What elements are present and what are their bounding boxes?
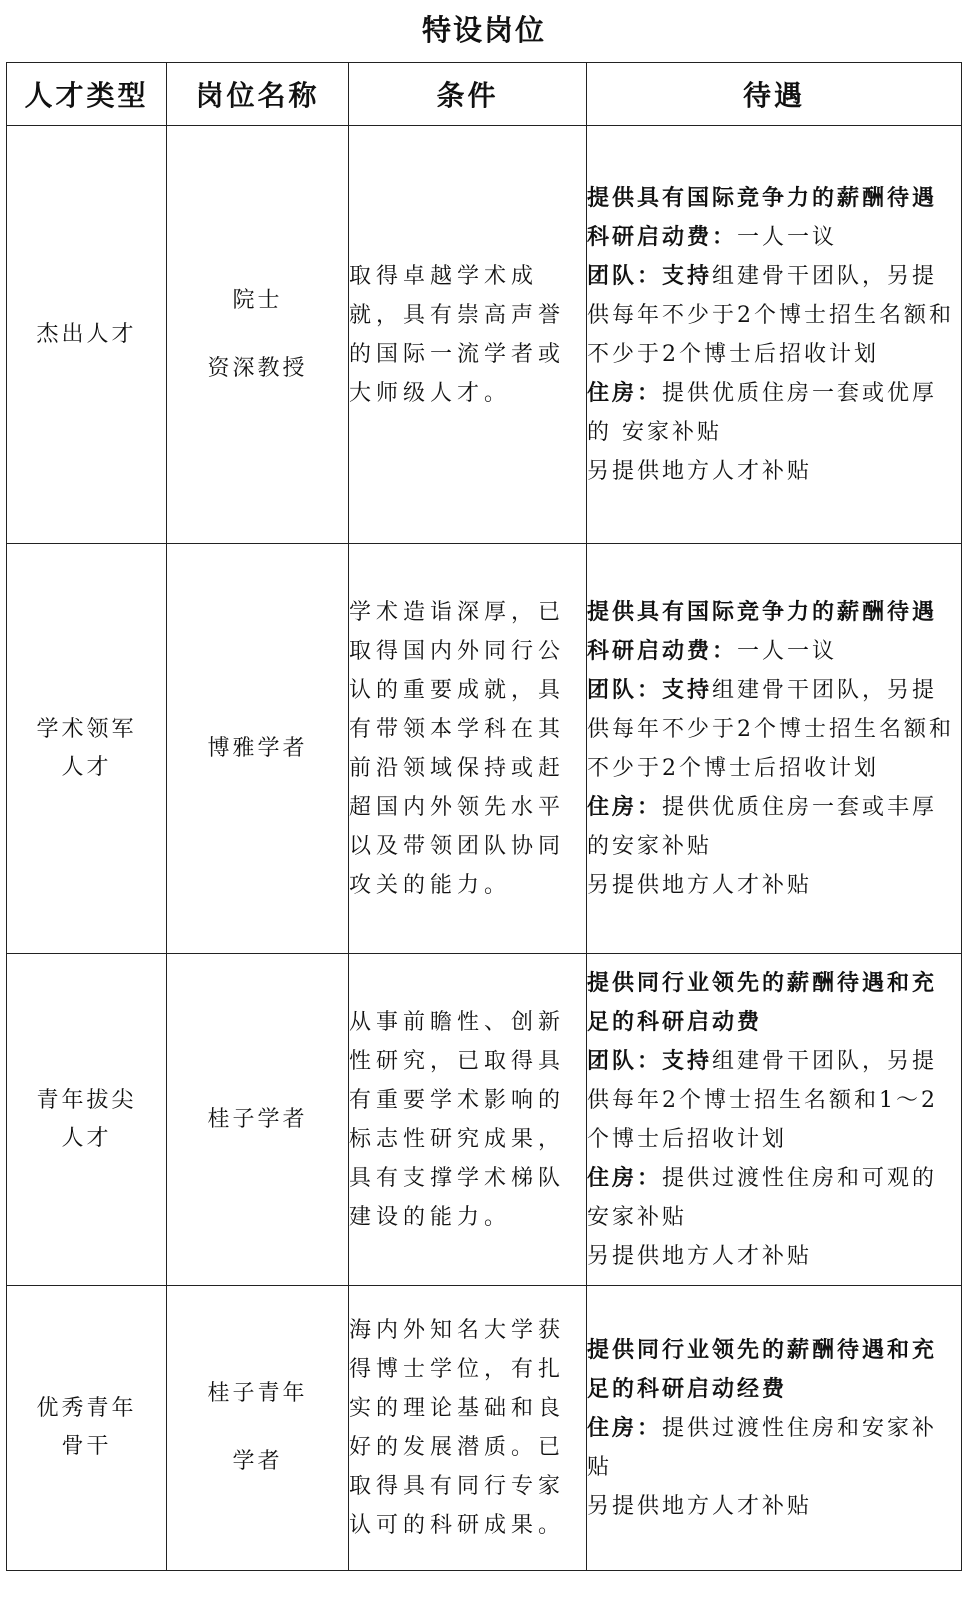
local-subsidy-text: 另提供地方人才补贴 <box>587 1493 813 1519</box>
team-line <box>587 1042 961 1159</box>
position-name-line: 桂子学者 <box>207 1106 308 1132</box>
benefits-cell <box>587 126 962 544</box>
benefits-cell <box>587 954 962 1286</box>
startup-fund-value: 一人一议 <box>737 224 838 250</box>
talent-type-cell: 杰出人才 <box>7 126 167 544</box>
position-name-line: 桂子青年 <box>207 1381 308 1406</box>
team-support: 支持 <box>662 1047 713 1074</box>
position-name-cell <box>167 544 349 954</box>
table-row <box>7 954 962 1286</box>
position-name-cell <box>167 1286 349 1571</box>
team-label: 团队： <box>587 1047 663 1074</box>
team-text: 组建骨干团队，另提供每年不少于2个博士招生名额和不少于2个博士后招收计划 <box>587 263 954 367</box>
salary-text: 提供具有国际竞争力的薪酬待遇 <box>587 598 938 625</box>
header-talent-type: 人才类型 <box>7 63 167 126</box>
position-name-cell <box>167 126 349 544</box>
position-name-line: 院士 <box>232 287 283 313</box>
housing-line <box>587 374 961 452</box>
team-support: 支持 <box>662 262 713 289</box>
startup-fund-line <box>587 632 961 671</box>
salary-text: 提供同行业领先的薪酬待遇和充足的科研启动经费 <box>587 1336 938 1402</box>
header-conditions: 条件 <box>349 63 587 126</box>
conditions-cell: 从事前瞻性、创新性研究，已取得具有重要学术影响的标志性研究成果，具有支撑学术梯队建设的能力。 <box>349 954 587 1286</box>
housing-text: 提供过渡性住房和可观的安家补贴 <box>587 1165 938 1230</box>
team-support: 支持 <box>662 676 713 703</box>
housing-text: 提供优质住房一套或优厚的 安家补贴 <box>587 380 938 445</box>
document-title: 特设岗位 <box>421 13 546 47</box>
position-name-line: 资深教授 <box>207 355 308 381</box>
table-row <box>7 544 962 954</box>
header-position-name: 岗位名称 <box>167 63 349 126</box>
housing-label: 住房： <box>587 793 663 820</box>
housing-line <box>587 1409 961 1487</box>
position-name-line: 学者 <box>232 1449 283 1474</box>
talent-type-cell: 学术领军人才 <box>7 544 167 954</box>
team-label: 团队： <box>587 676 663 703</box>
local-subsidy-text: 另提供地方人才补贴 <box>587 872 813 898</box>
salary-text: 提供同行业领先的薪酬待遇和充足的科研启动费 <box>587 969 938 1035</box>
housing-label: 住房： <box>587 1414 663 1441</box>
talent-type-cell: 青年拔尖人才 <box>7 954 167 1286</box>
conditions-cell: 学术造诣深厚，已取得国内外同行公认的重要成就，具有带领本学科在其前沿领域保持或赶超国内外领先水平以及带领团队协同攻关的能力。 <box>349 544 587 954</box>
position-name-cell <box>167 954 349 1286</box>
conditions-cell: 取得卓越学术成就，具有崇高声誉的国际一流学者或大师级人才。 <box>349 126 587 544</box>
benefits-cell <box>587 544 962 954</box>
startup-fund-value: 一人一议 <box>737 638 838 664</box>
table-row <box>7 1286 962 1571</box>
housing-line <box>587 788 961 866</box>
talent-type-cell: 优秀青年骨干 <box>7 1286 167 1571</box>
team-text: 组建骨干团队，另提供每年不少于2个博士招生名额和不少于2个博士后招收计划 <box>587 677 954 781</box>
startup-fund-line <box>587 218 961 257</box>
local-subsidy-text: 另提供地方人才补贴 <box>587 1243 813 1269</box>
benefits-cell <box>587 1286 962 1571</box>
housing-text: 提供过渡性住房和安家补贴 <box>587 1415 938 1480</box>
local-subsidy-text: 另提供地方人才补贴 <box>587 458 813 484</box>
housing-label: 住房： <box>587 379 663 406</box>
team-label: 团队： <box>587 262 663 289</box>
table-row <box>7 126 962 544</box>
position-name-line: 博雅学者 <box>207 735 308 761</box>
housing-line <box>587 1159 961 1237</box>
header-benefits: 待遇 <box>587 63 962 126</box>
housing-label: 住房： <box>587 1164 663 1191</box>
startup-fund-label: 科研启动费： <box>587 223 738 250</box>
startup-fund-label: 科研启动费： <box>587 637 738 664</box>
team-line <box>587 257 961 374</box>
positions-table <box>6 62 962 1571</box>
conditions-cell: 海内外知名大学获得博士学位，有扎实的理论基础和良好的发展潜质。已取得具有同行专家认可的科研成果。 <box>349 1286 587 1571</box>
team-text: 组建骨干团队，另提供每年2个博士招生名额和1～2个博士后招收计划 <box>587 1048 938 1152</box>
header-row <box>7 63 962 126</box>
team-line <box>587 671 961 788</box>
housing-text: 提供优质住房一套或丰厚的安家补贴 <box>587 794 938 859</box>
salary-text: 提供具有国际竞争力的薪酬待遇 <box>587 184 938 211</box>
